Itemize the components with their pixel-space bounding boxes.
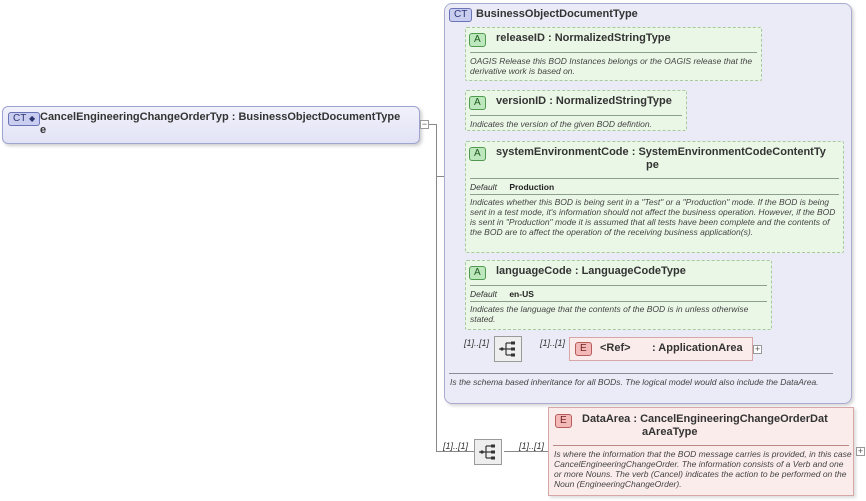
attribute-name: releaseID — [496, 32, 545, 44]
root-type-wrap: e — [40, 124, 47, 136]
attribute-system-environment-code[interactable] — [465, 141, 844, 253]
application-area-multiplicity: [1]..[1] — [540, 338, 566, 348]
attribute-title — [496, 32, 671, 45]
attribute-type: : NormalizedStringType — [549, 95, 672, 107]
element-name: DataArea — [582, 413, 631, 425]
attribute-description: Indicates whether this BOD is being sent in a "Test" or a "Production" mode. If the BOD is being sent in a test mode, it's information should not affect the business operation. However, if the BOD is sent in "Production" mode it is assumed that all tests have been complete and the contents of the BOD are to affect the operation of the receiving business application(s). — [470, 197, 836, 237]
element-type-wrap: aAreaType — [642, 426, 698, 438]
sequence-compositor-application[interactable] — [494, 336, 522, 362]
attribute-name: systemEnvironmentCode — [496, 146, 629, 158]
attribute-badge-label: A — [474, 267, 481, 278]
element-type: : CancelEngineeringChangeOrderDat — [633, 413, 828, 425]
attribute-divider — [470, 301, 767, 302]
data-area-sequence-multiplicity: [1]..[1] — [443, 441, 469, 451]
base-badge-label: CT — [454, 9, 468, 20]
attribute-description: Indicates the version of the given BOD defintion. — [470, 119, 652, 129]
connector-to-base — [436, 176, 444, 177]
connector-to-dataarea-seq — [436, 451, 474, 452]
data-area-multiplicity: [1]..[1] — [519, 441, 545, 451]
default-value: en-US — [509, 289, 534, 299]
base-description: Is the schema based inheritance for all BODs. The logical model would also include the DataArea. — [450, 377, 819, 387]
connector-trunk — [436, 124, 437, 452]
connector-dataarea-seq-out — [504, 451, 548, 452]
attribute-name: versionID — [496, 95, 547, 107]
element-badge-label: E — [560, 415, 567, 426]
attribute-icon — [469, 33, 486, 47]
attribute-divider — [470, 194, 839, 195]
attribute-type-wrap: pe — [646, 159, 659, 171]
sequence-compositor-data-area[interactable] — [474, 439, 502, 465]
attribute-divider — [470, 285, 767, 286]
attribute-title — [496, 146, 841, 172]
attribute-default-row — [470, 182, 554, 192]
attribute-description: Indicates the language that the contents of the BOD is in unless otherwise stated. — [470, 304, 749, 324]
attribute-default-row — [470, 289, 534, 299]
attribute-title — [496, 95, 672, 108]
attribute-title — [496, 265, 686, 278]
base-complex-type-icon — [449, 8, 472, 22]
default-value: Production — [509, 182, 555, 192]
root-title — [40, 111, 418, 137]
attribute-icon — [469, 266, 486, 280]
default-label: Default — [470, 289, 497, 299]
attribute-icon — [469, 96, 486, 110]
root-name: CancelEngineeringChangeOrderTyp — [40, 111, 229, 123]
attribute-type: : SystemEnvironmentCodeContentTy — [631, 146, 826, 158]
attribute-icon — [469, 147, 486, 161]
element-application-area[interactable] — [569, 337, 753, 361]
sequence-icon — [498, 341, 518, 357]
attribute-version-id[interactable] — [465, 90, 687, 131]
base-divider — [449, 373, 833, 374]
attribute-divider — [470, 52, 757, 53]
complex-type-icon: CT ◆ — [8, 112, 40, 126]
expand-application-area-toggle[interactable]: + — [754, 344, 761, 354]
default-label: Default — [470, 182, 497, 192]
expand-data-area-toggle[interactable]: + — [857, 446, 864, 456]
attribute-badge-label: A — [474, 97, 481, 108]
attribute-release-id[interactable] — [465, 27, 762, 81]
attribute-divider — [470, 178, 839, 179]
root-type: : BusinessObjectDocumentType — [231, 111, 401, 123]
element-icon — [555, 414, 572, 428]
root-complex-type[interactable] — [2, 106, 420, 144]
attribute-description: OAGIS Release this BOD Instances belongs or the OAGIS release that the derivative work is based on. — [470, 56, 753, 76]
element-icon — [575, 342, 592, 356]
base-title: BusinessObjectDocumentType — [476, 8, 638, 20]
attribute-divider — [470, 115, 682, 116]
attribute-name: languageCode — [496, 265, 572, 277]
complex-type-badge-label: CT — [13, 113, 27, 124]
element-title — [582, 413, 852, 439]
element-divider — [553, 445, 849, 446]
attribute-language-code[interactable] — [465, 260, 772, 330]
application-sequence-multiplicity: [1]..[1] — [464, 338, 490, 348]
attribute-type: : NormalizedStringType — [548, 32, 671, 44]
sequence-icon — [478, 444, 498, 460]
element-ref: <Ref> — [600, 342, 631, 354]
attribute-type: : LanguageCodeType — [574, 265, 686, 277]
element-type: : ApplicationArea — [652, 342, 743, 354]
element-badge-label: E — [580, 343, 587, 354]
attribute-badge-label: A — [474, 34, 481, 45]
attribute-badge-label: A — [474, 148, 481, 159]
element-data-area[interactable] — [548, 407, 854, 496]
element-description: Is where the information that the BOD message carries is provided, in this case CancelEngineeringChangeOrder. The information consists of a Verb and one or more Nouns. The verb (Cancel) indicates the action to be performed on the Noun (EngineeringChangeOrder). — [554, 449, 852, 489]
collapse-root-toggle[interactable]: − — [421, 119, 428, 129]
